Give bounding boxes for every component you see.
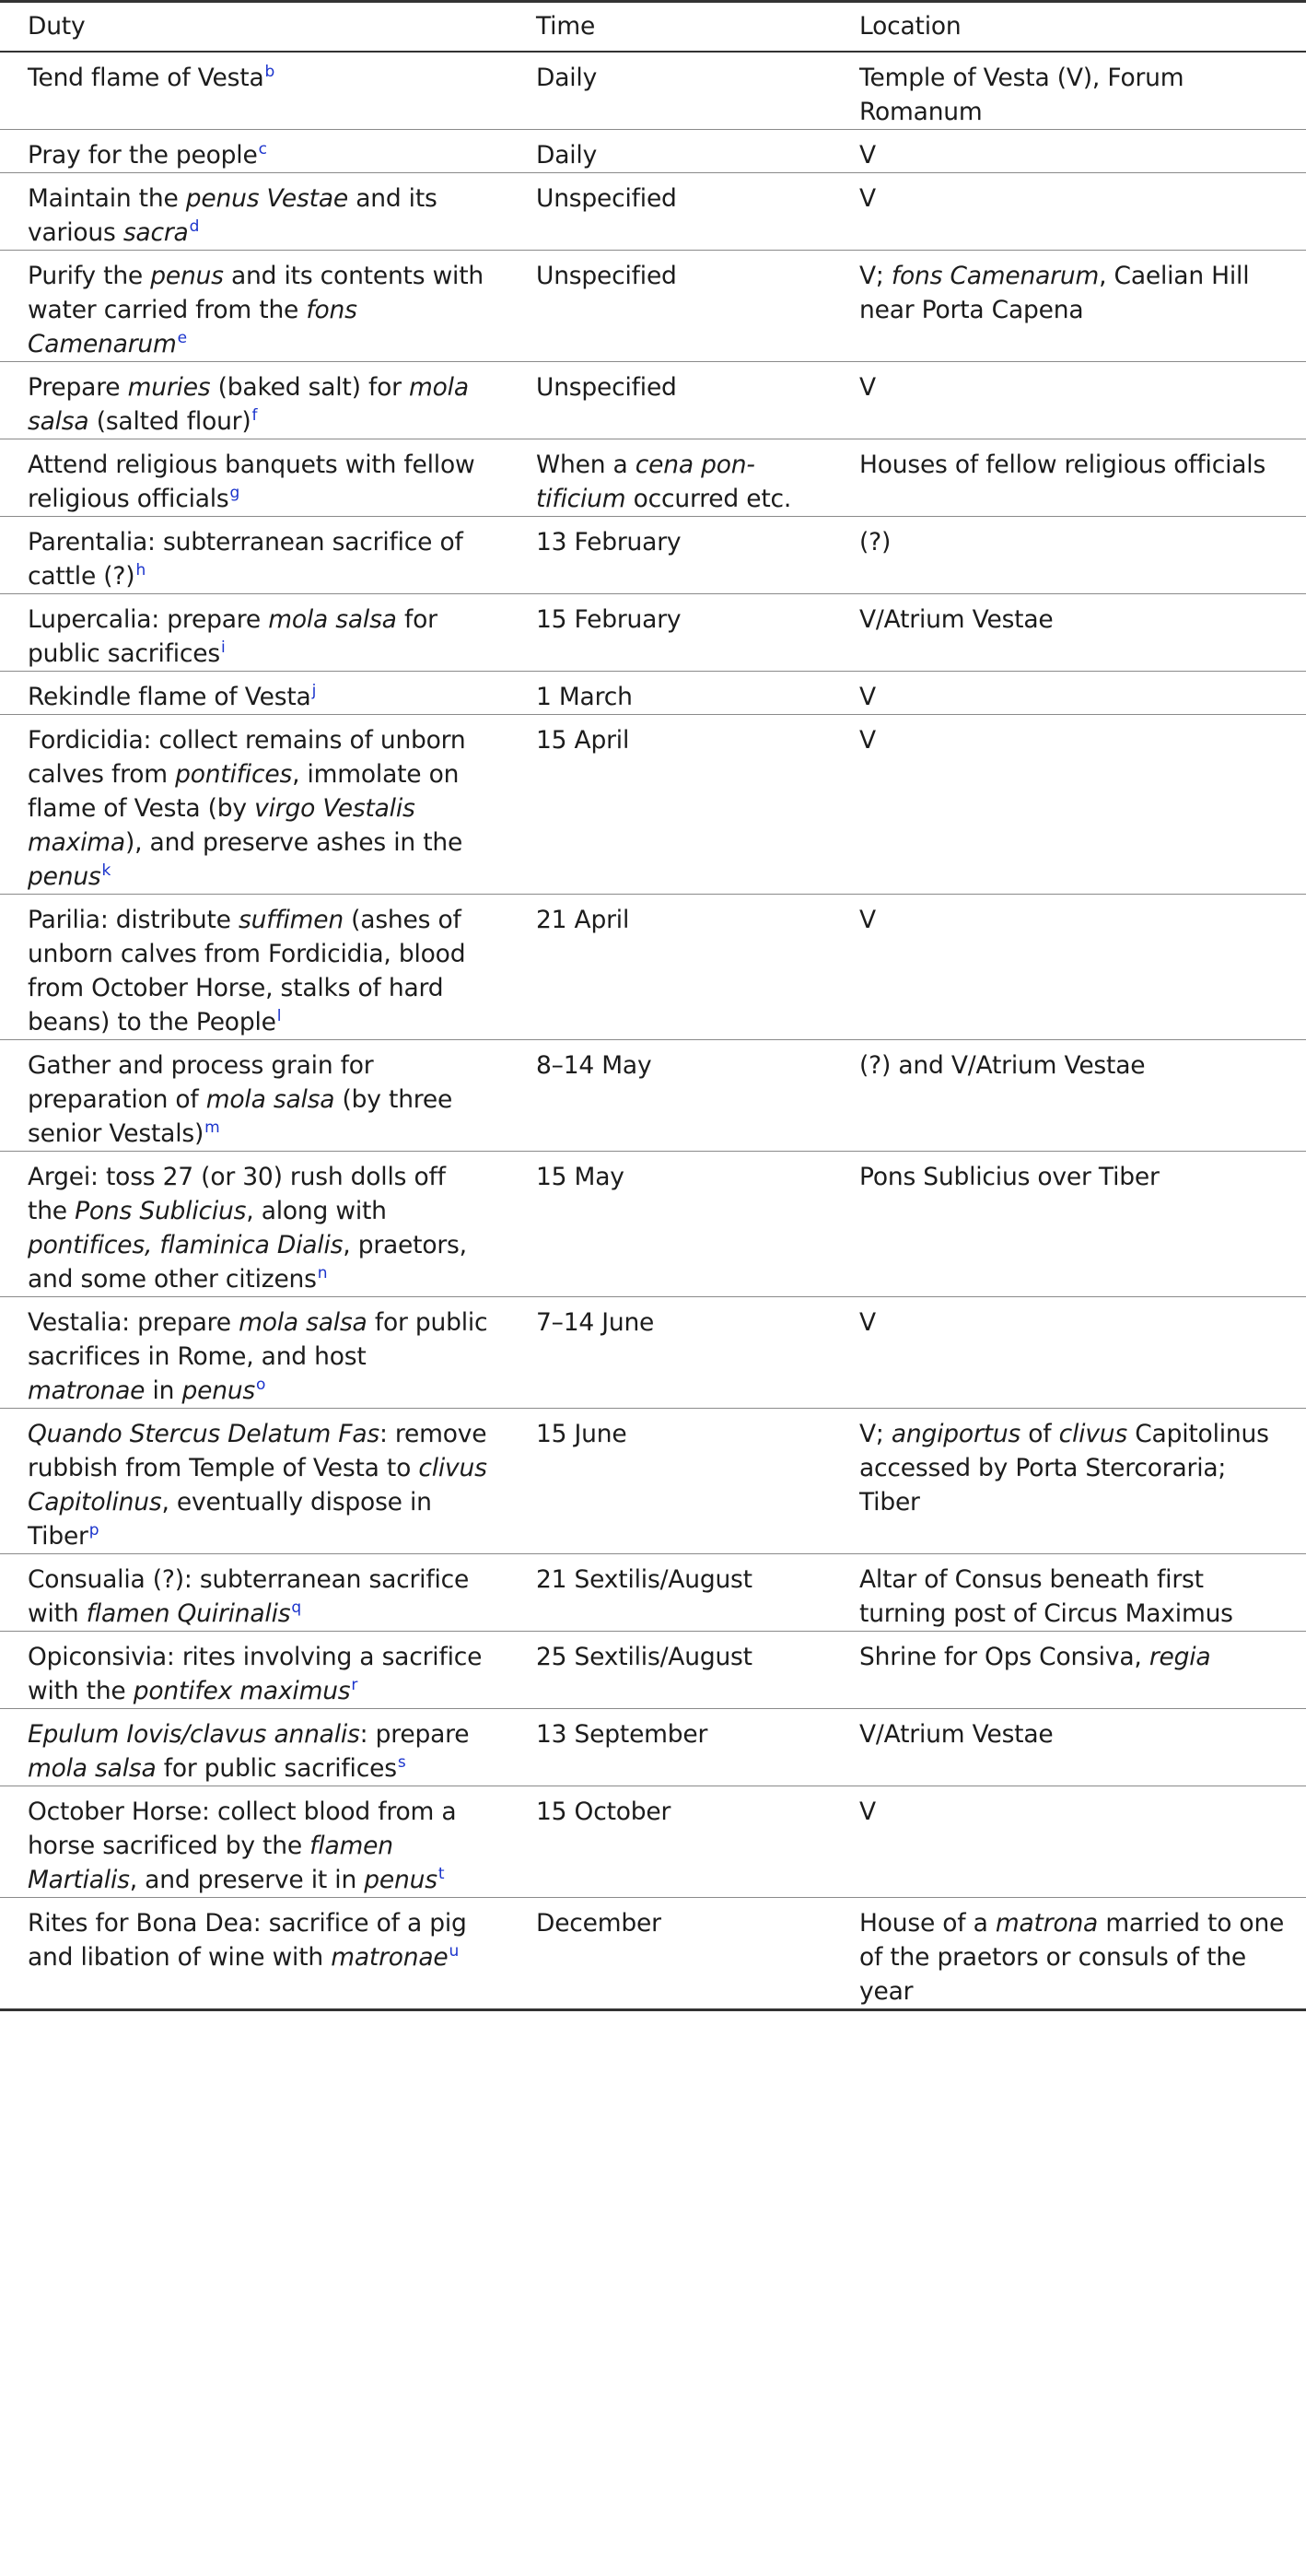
footnote-marker: s bbox=[397, 1752, 406, 1772]
cell-text bbox=[859, 1709, 1288, 1751]
text-segment: V; bbox=[859, 1419, 892, 1448]
text-segment: Capitolinus accessed by Porta Stercoraria; Tiber bbox=[859, 1419, 1269, 1516]
cell-duty bbox=[0, 52, 508, 130]
footnote-marker: n bbox=[317, 1263, 328, 1282]
text-segment: December bbox=[536, 1908, 661, 1938]
text-segment: V bbox=[859, 725, 876, 755]
cell-duty bbox=[0, 1897, 508, 2009]
italic-term: regia bbox=[1149, 1642, 1211, 1671]
cell-duty bbox=[0, 1553, 508, 1631]
cell-text bbox=[28, 1786, 488, 1897]
text-segment: of bbox=[1020, 1419, 1059, 1448]
cell-text bbox=[28, 895, 488, 1039]
cell-text bbox=[859, 1898, 1288, 2008]
text-segment: 15 May bbox=[536, 1162, 624, 1191]
text-segment: , praetors, and some other citizens bbox=[28, 1230, 467, 1294]
text-segment: V bbox=[859, 682, 876, 711]
cell-text bbox=[859, 1554, 1288, 1631]
cell-text bbox=[536, 1040, 819, 1083]
cell-location bbox=[832, 671, 1306, 714]
cell-time bbox=[508, 671, 832, 714]
cell-text bbox=[28, 517, 488, 593]
cell-text bbox=[28, 1898, 488, 1974]
cell-time bbox=[508, 714, 832, 894]
cell-text bbox=[859, 130, 1288, 172]
cell-duty bbox=[0, 361, 508, 439]
italic-term: matronae bbox=[28, 1376, 146, 1405]
cell-text bbox=[536, 439, 819, 516]
cell-location bbox=[832, 894, 1306, 1039]
text-segment: Pons Sublicius over Tiber bbox=[859, 1162, 1160, 1191]
text-segment: ), and preserve ashes in the bbox=[124, 827, 463, 857]
cell-time bbox=[508, 1408, 832, 1553]
cell-text bbox=[536, 1409, 819, 1451]
cell-text bbox=[28, 53, 488, 95]
cell-text bbox=[28, 130, 488, 172]
cell-text bbox=[536, 1786, 819, 1829]
text-segment: 1 March bbox=[536, 682, 633, 711]
italic-term: pontifices, flaminica Dialis bbox=[28, 1230, 344, 1259]
cell-text bbox=[536, 362, 819, 404]
table-row bbox=[0, 671, 1306, 714]
cell-location bbox=[832, 1631, 1306, 1708]
footnote-marker: e bbox=[177, 328, 187, 347]
table-row bbox=[0, 1408, 1306, 1553]
italic-term: virgo Vestalis maxima bbox=[28, 793, 415, 857]
cell-text bbox=[28, 1152, 488, 1296]
italic-term: mola salsa bbox=[239, 1307, 367, 1337]
footnote-marker: l bbox=[276, 1006, 282, 1025]
text-segment: (?) bbox=[859, 527, 892, 556]
italic-term: matrona bbox=[995, 1908, 1099, 1938]
cell-text bbox=[28, 1409, 488, 1553]
italic-term: sacra bbox=[122, 217, 189, 247]
table-row bbox=[0, 129, 1306, 172]
cell-text bbox=[536, 1709, 819, 1751]
cell-text bbox=[536, 173, 819, 216]
cell-text bbox=[859, 439, 1288, 482]
cell-text bbox=[859, 1297, 1288, 1340]
cell-text bbox=[859, 594, 1288, 637]
table-body bbox=[0, 52, 1306, 2010]
text-segment: 21 April bbox=[536, 905, 630, 934]
cell-text bbox=[536, 517, 819, 559]
italic-term: mola salsa bbox=[28, 372, 469, 436]
cell-text bbox=[28, 1297, 488, 1408]
text-segment: Vestalia: prepare bbox=[28, 1307, 239, 1337]
cell-location bbox=[832, 516, 1306, 593]
footnote-marker: r bbox=[351, 1675, 358, 1694]
footnote-marker: j bbox=[311, 681, 317, 700]
text-segment: V bbox=[859, 372, 876, 402]
text-segment: Parilia: distribute bbox=[28, 905, 239, 934]
cell-text bbox=[536, 1297, 819, 1340]
italic-term: penus Vestae bbox=[185, 183, 348, 213]
cell-duty bbox=[0, 129, 508, 172]
footnote-marker: k bbox=[101, 861, 111, 880]
cell-text bbox=[859, 251, 1288, 327]
cell-time bbox=[508, 250, 832, 361]
italic-term: mola salsa bbox=[28, 1753, 157, 1783]
cell-text bbox=[536, 715, 819, 757]
footnote-marker: h bbox=[135, 560, 146, 580]
text-segment: Fordicidia: collect remains of unborn calves from bbox=[28, 725, 466, 789]
italic-term: pontifex maximus bbox=[133, 1676, 351, 1705]
table-row bbox=[0, 52, 1306, 130]
table-row bbox=[0, 516, 1306, 593]
cell-time bbox=[508, 361, 832, 439]
cell-text bbox=[859, 517, 1288, 559]
text-segment: Tend flame of Vesta bbox=[28, 63, 264, 92]
text-segment: Daily bbox=[536, 140, 598, 170]
text-segment: V/Atrium Vestae bbox=[859, 604, 1054, 634]
table-row bbox=[0, 172, 1306, 250]
text-segment: Maintain the bbox=[28, 183, 186, 213]
cell-time bbox=[508, 52, 832, 130]
text-segment: 15 October bbox=[536, 1797, 671, 1826]
text-segment: and its contents with water carried from the bbox=[28, 261, 484, 324]
cell-duty bbox=[0, 1408, 508, 1553]
text-segment: V/Atrium Vestae bbox=[859, 1719, 1054, 1749]
footnote-marker: b bbox=[264, 62, 275, 81]
cell-text bbox=[536, 1152, 819, 1194]
cell-text bbox=[536, 1554, 819, 1597]
cell-time bbox=[508, 1897, 832, 2009]
text-segment: 8–14 May bbox=[536, 1050, 652, 1080]
cell-duty bbox=[0, 250, 508, 361]
cell-text bbox=[859, 1409, 1288, 1519]
cell-duty bbox=[0, 1631, 508, 1708]
text-segment: 7–14 June bbox=[536, 1307, 655, 1337]
text-segment: , Caelian Hill near Porta Capena bbox=[859, 261, 1250, 324]
cell-text bbox=[859, 672, 1288, 714]
text-segment: Lupercalia: prepare bbox=[28, 604, 269, 634]
cell-time bbox=[508, 1151, 832, 1296]
text-segment: for public sacrifices in Rome, and host bbox=[28, 1307, 488, 1371]
text-segment: V; bbox=[859, 261, 892, 290]
cell-time bbox=[508, 439, 832, 516]
text-segment: : remove rubbish from Temple of Vesta to bbox=[28, 1419, 487, 1482]
cell-duty bbox=[0, 714, 508, 894]
cell-text bbox=[859, 173, 1288, 216]
cell-location bbox=[832, 250, 1306, 361]
cell-time bbox=[508, 1631, 832, 1708]
cell-text bbox=[859, 1040, 1288, 1083]
cell-location bbox=[832, 1296, 1306, 1408]
text-segment: October Horse: collect blood from a horse sacrificed by the bbox=[28, 1797, 457, 1860]
text-segment: House of a bbox=[859, 1908, 996, 1938]
text-segment: and its various bbox=[28, 183, 437, 247]
cell-text bbox=[859, 362, 1288, 404]
cell-text bbox=[536, 130, 819, 172]
italic-term: Pons Sublicius bbox=[75, 1196, 247, 1225]
text-segment: Unspecified bbox=[536, 372, 677, 402]
text-segment: V bbox=[859, 1797, 876, 1826]
text-segment: 21 Sextilis/August bbox=[536, 1564, 752, 1594]
footnote-marker: g bbox=[229, 483, 240, 502]
cell-location bbox=[832, 52, 1306, 130]
cell-time bbox=[508, 894, 832, 1039]
italic-term: flamen Quirinalis bbox=[86, 1598, 291, 1628]
text-segment: Consualia (?): subterranean sacrifice with bbox=[28, 1564, 470, 1628]
cell-text bbox=[28, 1040, 488, 1151]
italic-term: penus bbox=[364, 1865, 437, 1894]
cell-text bbox=[536, 1898, 819, 1940]
cell-location bbox=[832, 1039, 1306, 1151]
text-segment: Houses of fellow religious officials bbox=[859, 450, 1266, 479]
footnote-marker: p bbox=[88, 1520, 99, 1540]
cell-text bbox=[28, 251, 488, 361]
text-segment: , immolate on flame of Vesta (by bbox=[28, 759, 460, 823]
cell-location bbox=[832, 1708, 1306, 1786]
table-row bbox=[0, 1786, 1306, 1897]
cell-location bbox=[832, 439, 1306, 516]
cell-text bbox=[859, 1632, 1288, 1674]
cell-time bbox=[508, 172, 832, 250]
table-row bbox=[0, 361, 1306, 439]
text-segment: Attend religious banquets with fellow religious officials bbox=[28, 450, 475, 513]
table-row bbox=[0, 1039, 1306, 1151]
text-segment: V bbox=[859, 905, 876, 934]
text-segment: Daily bbox=[536, 63, 598, 92]
italic-term: angiportus bbox=[891, 1419, 1021, 1448]
text-segment: 15 February bbox=[536, 604, 682, 634]
italic-term: flamen Martialis bbox=[28, 1831, 393, 1894]
table-row bbox=[0, 1151, 1306, 1296]
cell-text bbox=[28, 173, 488, 250]
cell-location bbox=[832, 129, 1306, 172]
text-segment: Unspecified bbox=[536, 261, 677, 290]
text-segment: Rites for Bona Dea: sacrifice of a pig and libation of wine with bbox=[28, 1908, 467, 1972]
table-row bbox=[0, 714, 1306, 894]
text-segment: 13 February bbox=[536, 527, 682, 556]
text-segment: , along with bbox=[246, 1196, 387, 1225]
table-row bbox=[0, 1553, 1306, 1631]
italic-term: clivus Capitolinus bbox=[28, 1453, 487, 1516]
italic-term: penus bbox=[28, 861, 101, 891]
footnote-marker: f bbox=[251, 405, 258, 425]
italic-term: cena pon-tificium bbox=[536, 450, 755, 513]
cell-duty bbox=[0, 671, 508, 714]
text-segment: , eventually dispose in Tiber bbox=[28, 1487, 432, 1551]
text-segment: Unspecified bbox=[536, 183, 677, 213]
text-segment: V bbox=[859, 1307, 876, 1337]
cell-duty bbox=[0, 1039, 508, 1151]
italic-term: clivus bbox=[1058, 1419, 1128, 1448]
cell-text bbox=[28, 1632, 488, 1708]
italic-term: matronae bbox=[331, 1942, 449, 1972]
cell-text bbox=[536, 895, 819, 937]
text-segment: (ashes of unborn calves from Fordicidia, blood from October Horse, stalks of hard beans) to the People bbox=[28, 905, 466, 1036]
text-segment: Parentalia: subterranean sacrifice of cattle (?) bbox=[28, 527, 463, 591]
cell-text bbox=[536, 53, 819, 95]
cell-time bbox=[508, 1039, 832, 1151]
table-row bbox=[0, 1708, 1306, 1786]
cell-duty bbox=[0, 1151, 508, 1296]
italic-term: penus bbox=[181, 1376, 256, 1405]
footnote-marker: t bbox=[437, 1864, 445, 1883]
cell-text bbox=[28, 362, 488, 439]
cell-time bbox=[508, 516, 832, 593]
text-segment: , and preserve it in bbox=[129, 1865, 365, 1894]
text-segment: Gather and process grain for preparation of bbox=[28, 1050, 374, 1114]
cell-text bbox=[28, 1709, 488, 1786]
table-row bbox=[0, 593, 1306, 671]
cell-time bbox=[508, 1296, 832, 1408]
cell-text bbox=[28, 1554, 488, 1631]
table-row bbox=[0, 1631, 1306, 1708]
italic-term: Quando Stercus Delatum Fas bbox=[28, 1419, 379, 1448]
cell-text bbox=[859, 1786, 1288, 1829]
footnote-marker: u bbox=[449, 1941, 460, 1961]
footnote-marker: q bbox=[291, 1598, 301, 1617]
cell-text bbox=[28, 439, 488, 516]
cell-text bbox=[859, 895, 1288, 937]
cell-location bbox=[832, 1786, 1306, 1897]
italic-term: mola salsa bbox=[205, 1084, 335, 1114]
cell-text bbox=[536, 251, 819, 293]
text-segment: Altar of Consus beneath first turning post of Circus Maximus bbox=[859, 1564, 1233, 1628]
cell-duty bbox=[0, 516, 508, 593]
cell-location bbox=[832, 714, 1306, 894]
table-row bbox=[0, 439, 1306, 516]
cell-duty bbox=[0, 593, 508, 671]
text-segment: 15 June bbox=[536, 1419, 627, 1448]
text-segment: When a bbox=[536, 450, 636, 479]
italic-term: suffimen bbox=[238, 905, 344, 934]
text-segment: Prepare bbox=[28, 372, 128, 402]
text-segment: (salted flour) bbox=[88, 406, 251, 436]
text-segment: 25 Sextilis/August bbox=[536, 1642, 752, 1671]
table-row bbox=[0, 250, 1306, 361]
cell-location bbox=[832, 593, 1306, 671]
cell-time bbox=[508, 593, 832, 671]
italic-term: Epulum Iovis/clavus annalis bbox=[28, 1719, 360, 1749]
text-segment: Argei: toss 27 (or 30) rush dolls off the bbox=[28, 1162, 446, 1225]
cell-text bbox=[536, 594, 819, 637]
italic-term: muries bbox=[127, 372, 211, 402]
text-segment: 13 September bbox=[536, 1719, 708, 1749]
footnote-marker: o bbox=[256, 1375, 266, 1394]
column-header-duty: Duty bbox=[28, 12, 86, 41]
cell-duty bbox=[0, 172, 508, 250]
text-segment: 15 April bbox=[536, 725, 630, 755]
cell-text bbox=[859, 1152, 1288, 1194]
italic-term: fons Camenarum bbox=[891, 261, 1100, 290]
text-segment: (by three senior Vestals) bbox=[28, 1084, 453, 1148]
table-row bbox=[0, 894, 1306, 1039]
cell-text bbox=[536, 1632, 819, 1674]
cell-text bbox=[28, 715, 488, 894]
text-segment: occurred etc. bbox=[625, 484, 792, 513]
cell-location bbox=[832, 361, 1306, 439]
cell-text bbox=[859, 53, 1288, 129]
cell-duty bbox=[0, 1786, 508, 1897]
footnote-marker: c bbox=[258, 139, 267, 158]
text-segment: V bbox=[859, 140, 876, 170]
cell-location bbox=[832, 1897, 1306, 2009]
italic-term: mola salsa bbox=[268, 604, 397, 634]
cell-duty bbox=[0, 439, 508, 516]
text-segment: Rekindle flame of Vesta bbox=[28, 682, 311, 711]
cell-time bbox=[508, 1553, 832, 1631]
text-segment: Purify the bbox=[28, 261, 151, 290]
text-segment: married to one of the praetors or consuls of the year bbox=[859, 1908, 1285, 2006]
text-segment: Opiconsivia: rites involving a sacrifice with the bbox=[28, 1642, 483, 1705]
text-segment: V bbox=[859, 183, 876, 213]
text-segment: Temple of Vesta (V), Forum Romanum bbox=[859, 63, 1184, 126]
text-segment: for public sacrifices bbox=[156, 1753, 397, 1783]
text-segment: : prepare bbox=[359, 1719, 470, 1749]
column-header-time: Time bbox=[536, 12, 596, 41]
cell-location bbox=[832, 1151, 1306, 1296]
column-header-location: Location bbox=[859, 12, 962, 41]
footnote-marker: d bbox=[189, 217, 200, 236]
cell-text bbox=[28, 672, 488, 714]
text-segment: for public sacrifices bbox=[28, 604, 437, 668]
cell-location bbox=[832, 1408, 1306, 1553]
table-header bbox=[0, 2, 1306, 52]
table-row bbox=[0, 1897, 1306, 2009]
cell-text bbox=[28, 594, 488, 671]
cell-location bbox=[832, 1553, 1306, 1631]
text-segment: (baked salt) for bbox=[210, 372, 410, 402]
cell-time bbox=[508, 1786, 832, 1897]
table-row bbox=[0, 1296, 1306, 1408]
footnote-marker: i bbox=[221, 638, 226, 657]
italic-term: pontifices bbox=[175, 759, 293, 789]
text-segment: in bbox=[145, 1376, 182, 1405]
cell-text bbox=[536, 672, 819, 714]
text-segment: Pray for the people bbox=[28, 140, 258, 170]
cell-duty bbox=[0, 894, 508, 1039]
cell-duty bbox=[0, 1708, 508, 1786]
italic-term: fons Camenarum bbox=[28, 295, 357, 358]
cell-time bbox=[508, 129, 832, 172]
cell-duty bbox=[0, 1296, 508, 1408]
cell-location bbox=[832, 172, 1306, 250]
text-segment: Shrine for Ops Consiva, bbox=[859, 1642, 1149, 1671]
cell-text bbox=[859, 715, 1288, 757]
text-segment: (?) and V/Atrium Vestae bbox=[859, 1050, 1146, 1080]
italic-term: penus bbox=[150, 261, 224, 290]
header-row bbox=[0, 2, 1306, 52]
cell-time bbox=[508, 1708, 832, 1786]
footnote-marker: m bbox=[204, 1118, 220, 1137]
